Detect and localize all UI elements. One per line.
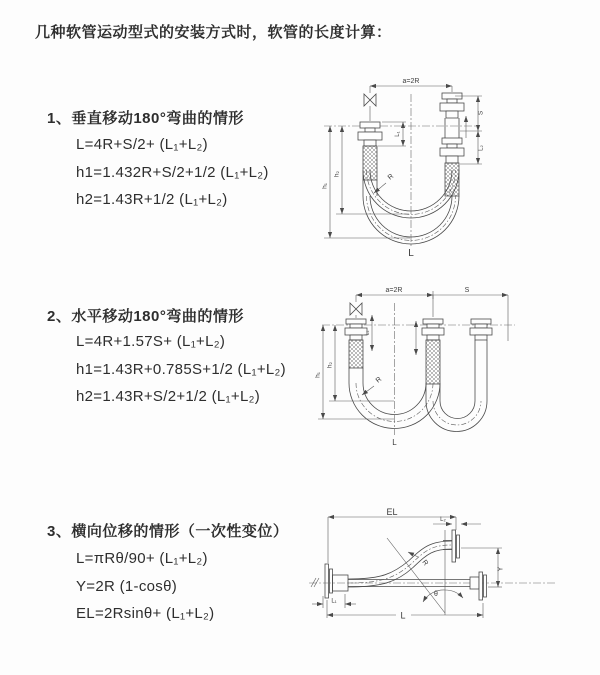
length-label: L	[408, 248, 414, 259]
formula: h2=1.43R+S/2+1/2 (L₁+L₂)	[76, 388, 261, 405]
braided-hose-section	[426, 340, 440, 384]
section-3-formulas	[76, 545, 214, 628]
dim-label-h1: h₁	[314, 372, 322, 378]
formula: EL=2Rsinθ+ (L₁+L₂)	[76, 605, 215, 622]
hose-fitting	[345, 319, 367, 340]
dim-label-l2: L₂	[478, 145, 485, 151]
valve-icon	[350, 303, 362, 318]
formula: h2=1.43R+1/2 (L₁+L₂)	[76, 191, 228, 208]
dim-label-l2: L₂	[440, 517, 446, 523]
dim-label-a2r: a=2R	[385, 287, 403, 294]
section-2-heading: 2、水平移动180°弯曲的情形	[47, 308, 244, 325]
hose-curves	[348, 541, 452, 587]
hose-fitting-lower-position	[440, 138, 464, 163]
hose-fitting	[358, 122, 382, 146]
section-3-heading: 3、横向位移的情形（一次性变位）	[47, 523, 289, 540]
diagram-vertical-180-bend	[310, 70, 560, 260]
dim-label-y: Y	[497, 566, 505, 572]
section-1-heading: 1、垂直移动180°弯曲的情形	[47, 110, 244, 127]
diagram-lateral-displacement	[303, 508, 563, 643]
formula: L=4R+S/2+ (L₁+L₂)	[76, 136, 208, 153]
dim-label-l1: L₁	[395, 131, 401, 137]
formula: h1=1.432R+S/2+1/2 (L₁+L₂)	[76, 163, 269, 181]
formula: L=4R+1.57S+ (L₁+L₂)	[76, 333, 226, 350]
dim-label-s: S	[477, 110, 485, 116]
length-label: L	[392, 438, 397, 447]
section-1-formulas	[76, 131, 269, 214]
angle-label: θ	[434, 591, 438, 598]
hose-curves	[349, 383, 487, 432]
dim-label-l1: L₁	[331, 598, 337, 605]
flange	[443, 530, 460, 562]
dim-label-h2: h₂	[326, 361, 334, 369]
radius-label: R	[420, 558, 430, 568]
dim-label-h2: h₂	[333, 170, 341, 178]
radius-label: R	[374, 375, 384, 385]
formula: Y=2R (1-cosθ)	[76, 577, 178, 595]
dim-label-s: S	[464, 287, 470, 294]
hose-fitting	[440, 93, 464, 118]
dim-label-a2r: a=2R	[402, 78, 420, 85]
dim-label-el: EL	[386, 508, 398, 517]
section-2-formulas	[76, 328, 286, 411]
dim-label-l1: L₁	[364, 330, 371, 336]
page-title: 几种软管运动型式的安装方式时，软管的长度计算：	[35, 24, 392, 41]
diagram-horizontal-180-bend	[310, 283, 560, 461]
formula: h1=1.43R+0.785S+1/2 (L₁+L₂)	[76, 360, 286, 378]
hose-fitting	[422, 319, 444, 340]
braided-hose-section	[349, 340, 363, 368]
centerline-break-mark	[311, 578, 319, 587]
formula: L=πRθ/90+ (L₁+L₂)	[76, 550, 208, 567]
braided-hose-section	[445, 163, 459, 196]
hose-fitting-moved-position	[470, 319, 492, 340]
radius-label: R	[386, 172, 396, 182]
flange	[325, 564, 348, 598]
length-label: L	[400, 610, 406, 621]
valve-icon	[364, 94, 376, 121]
dim-label-h1: h₁	[321, 183, 329, 189]
